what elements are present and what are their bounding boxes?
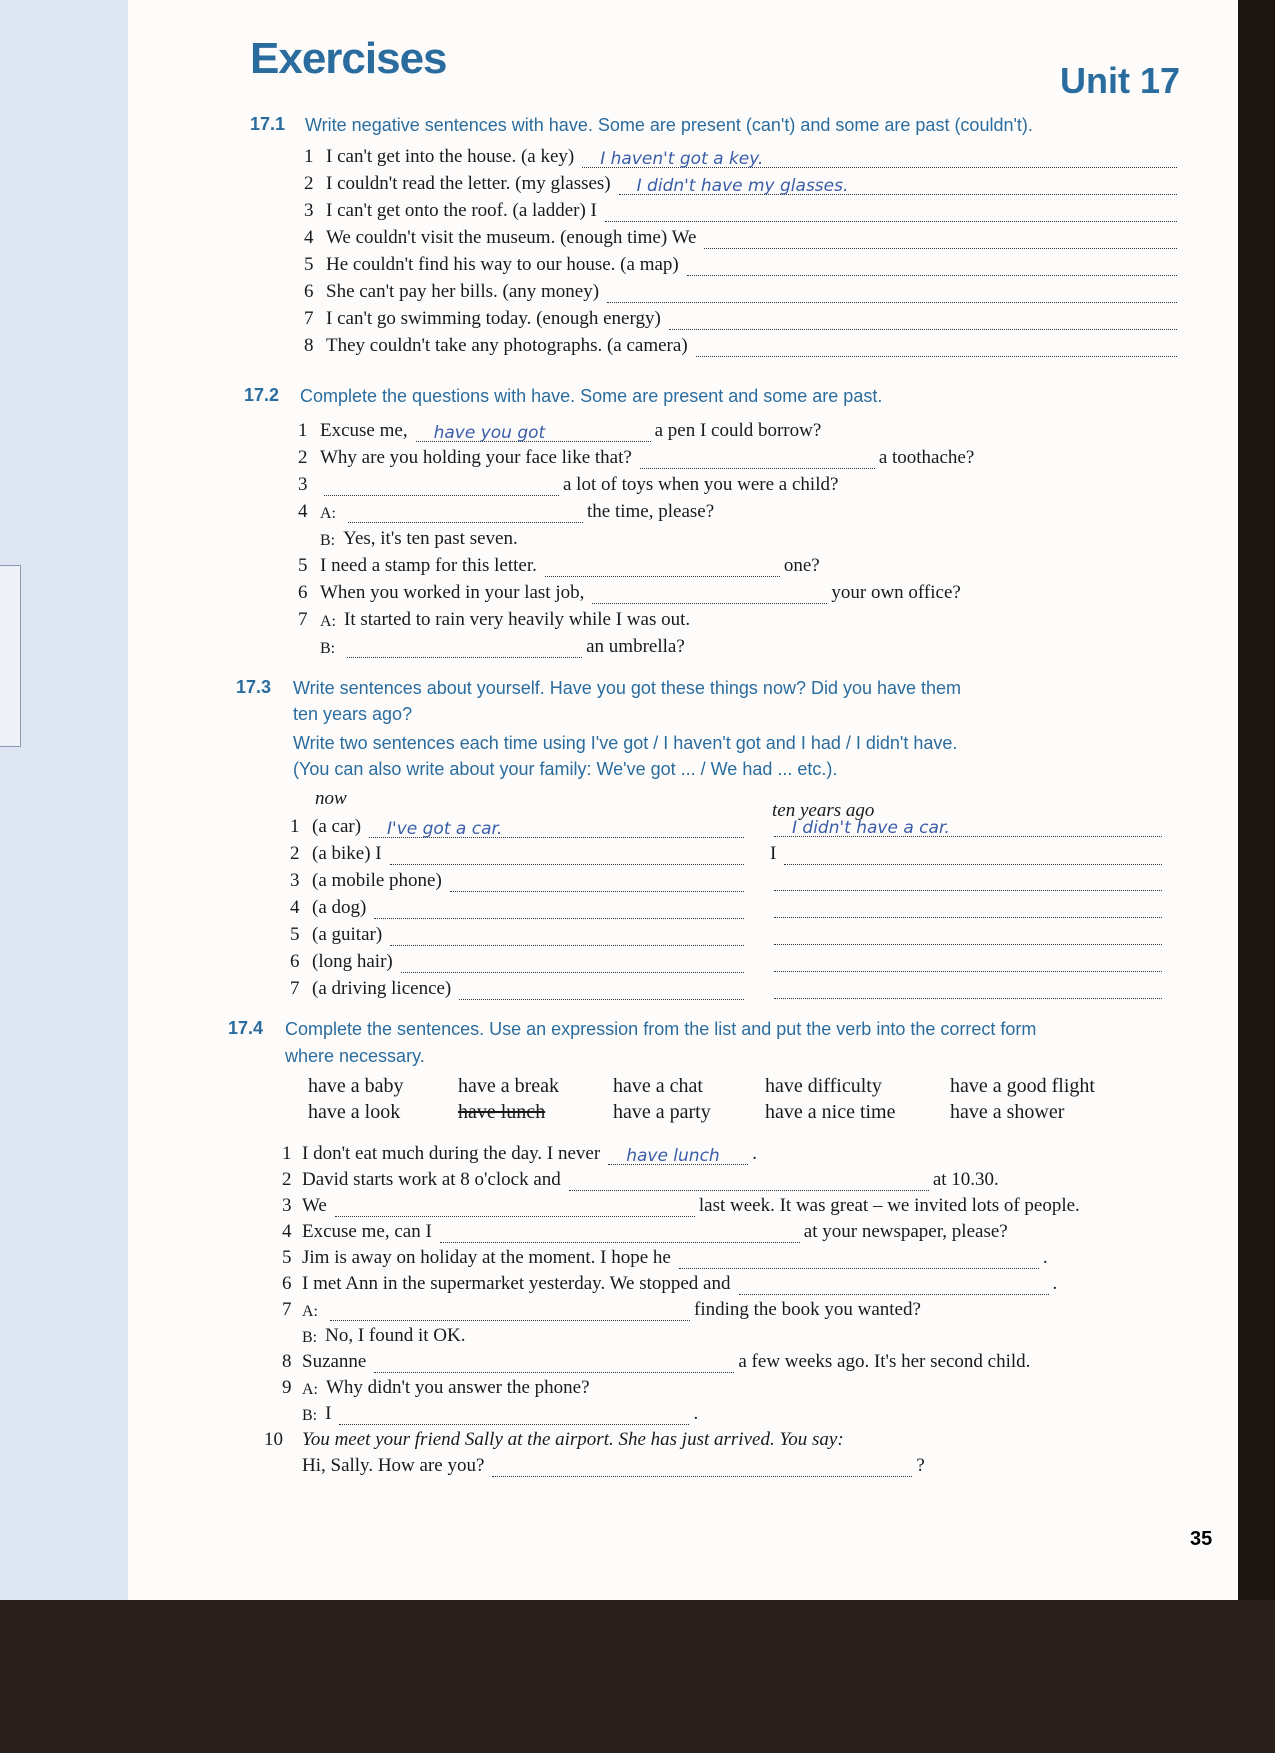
- answer-blank[interactable]: [347, 637, 582, 658]
- expression-item: have a chat: [613, 1075, 703, 1097]
- item-number: 5: [304, 254, 314, 275]
- item-text: (long hair): [312, 951, 393, 972]
- item-number: 3: [304, 200, 314, 221]
- speaker-label: A:: [302, 1381, 318, 1398]
- item-text: (a guitar): [312, 924, 383, 945]
- page-tab: [0, 565, 21, 747]
- answer-blank[interactable]: [774, 951, 1162, 972]
- speaker-label: B:: [320, 640, 336, 657]
- expression-item: have a good flight: [950, 1075, 1095, 1097]
- handwritten-answer: have lunch: [626, 1146, 720, 1166]
- answer-blank[interactable]: [450, 871, 744, 892]
- answer-blank[interactable]: [607, 282, 1177, 303]
- exercise-item: [326, 281, 1181, 303]
- answer-blank[interactable]: [774, 816, 1162, 837]
- exercise-item: [320, 555, 824, 577]
- page-number: 35: [1190, 1528, 1213, 1550]
- speaker-label: B:: [302, 1329, 318, 1346]
- exercise-item: [302, 1169, 1003, 1191]
- item-text: at your newspaper, please?: [803, 1221, 1008, 1242]
- exercise-instruction: Write two sentences each time using I've got / I haven't got and I had / I didn't have.: [293, 733, 958, 753]
- speaker-label: A:: [320, 505, 336, 522]
- item-text: Jim is away on holiday at the moment. I hope he: [302, 1247, 671, 1268]
- speaker-label: B:: [320, 532, 336, 549]
- item-number: 2: [298, 447, 308, 468]
- item-number: 9: [282, 1377, 292, 1398]
- item-number: 4: [304, 227, 314, 248]
- item-text: It started to rain very heavily while I was out.: [344, 609, 691, 630]
- answer-blank[interactable]: [374, 1352, 734, 1373]
- item-number: 2: [282, 1169, 292, 1190]
- item-number: 2: [304, 173, 314, 194]
- answer-blank[interactable]: [348, 502, 583, 523]
- answer-blank[interactable]: [679, 1248, 1039, 1269]
- item-number: 8: [282, 1351, 292, 1372]
- exercise-item-past: [770, 951, 1166, 972]
- item-text: I: [770, 843, 777, 864]
- answer-blank[interactable]: [390, 844, 744, 865]
- facing-page: [0, 0, 140, 1753]
- exercise-item: [302, 1325, 470, 1347]
- answer-blank[interactable]: [335, 1196, 695, 1217]
- item-text: (a driving licence): [312, 978, 452, 999]
- exercise-item-past: [770, 870, 1166, 891]
- handwritten-answer: I've got a car.: [387, 819, 503, 839]
- answer-blank[interactable]: [619, 174, 1177, 195]
- exercise-item: [302, 1351, 1034, 1373]
- speaker-label: A:: [320, 613, 336, 630]
- item-number: 5: [298, 555, 308, 576]
- item-text: When you worked in your last job,: [320, 582, 585, 603]
- item-text: I couldn't read the letter. (my glasses): [326, 173, 611, 194]
- answer-blank[interactable]: [605, 201, 1177, 222]
- exercise-item: [302, 1429, 848, 1451]
- item-text: I: [325, 1403, 332, 1424]
- exercise-item: [302, 1455, 929, 1477]
- table-surface: [0, 1600, 1275, 1753]
- item-text: (a mobile phone): [312, 870, 442, 891]
- item-text: a toothache?: [878, 447, 975, 468]
- answer-blank[interactable]: [696, 336, 1177, 357]
- item-text: (a bike) I: [312, 843, 382, 864]
- exercise-number: 17.1: [250, 114, 286, 134]
- item-number: 2: [290, 843, 300, 864]
- exercise-item: [302, 1377, 594, 1399]
- item-text: Why are you holding your face like that?: [320, 447, 632, 468]
- item-number: 3: [290, 870, 300, 891]
- item-text: a pen I could borrow?: [654, 420, 822, 441]
- answer-blank[interactable]: [582, 147, 1177, 168]
- item-text: the time, please?: [587, 501, 715, 522]
- page-title: Exercises: [250, 34, 447, 83]
- answer-blank[interactable]: [704, 228, 1177, 249]
- item-text: .: [693, 1403, 699, 1424]
- item-text: Hi, Sally. How are you?: [302, 1455, 485, 1476]
- item-text: I can't get onto the roof. (a ladder) I: [326, 200, 597, 221]
- answer-blank[interactable]: [687, 255, 1177, 276]
- item-text: I met Ann in the supermarket yesterday. We stopped and: [302, 1273, 731, 1294]
- answer-blank[interactable]: [784, 844, 1162, 865]
- item-text: We couldn't visit the museum. (enough time) We: [326, 227, 697, 248]
- item-number: 1: [298, 420, 308, 441]
- exercise-instruction: where necessary.: [285, 1046, 425, 1066]
- exercise-item: [312, 870, 748, 892]
- answer-blank[interactable]: [374, 898, 744, 919]
- exercise-instruction: Complete the questions with have. Some are present and some are past.: [300, 386, 883, 406]
- handwritten-answer: I didn't have a car.: [792, 818, 950, 838]
- item-number: 4: [282, 1221, 292, 1242]
- item-number: 6: [298, 582, 308, 603]
- exercise-item: [302, 1247, 1052, 1269]
- item-text: last week. It was great – we invited lots of people.: [698, 1195, 1080, 1216]
- item-text: I need a stamp for this letter.: [320, 555, 537, 576]
- answer-blank[interactable]: [416, 421, 651, 442]
- answer-blank[interactable]: [401, 952, 744, 973]
- answer-blank[interactable]: [774, 870, 1162, 891]
- item-number: 6: [304, 281, 314, 302]
- item-text: .: [752, 1143, 757, 1164]
- item-number: 6: [282, 1273, 292, 1294]
- expression-item: have a party: [613, 1101, 711, 1123]
- answer-blank[interactable]: [739, 1274, 1049, 1295]
- item-number: 4: [290, 897, 300, 918]
- exercise-item: [302, 1143, 761, 1165]
- exercise-item: [312, 843, 748, 865]
- item-text: Suzanne: [302, 1351, 367, 1372]
- item-text: an umbrella?: [586, 636, 685, 657]
- item-text: your own office?: [831, 582, 961, 603]
- exercise-item: [312, 951, 748, 973]
- exercise-item: [312, 924, 748, 946]
- answer-blank[interactable]: [592, 583, 827, 604]
- exercise-item: [320, 447, 978, 469]
- item-text: Yes, it's ten past seven.: [343, 528, 518, 549]
- exercise-item: [302, 1299, 925, 1321]
- item-text: He couldn't find his way to our house. (a map): [326, 254, 679, 275]
- exercise-item: [320, 636, 689, 658]
- item-text: No, I found it OK.: [325, 1325, 466, 1346]
- item-text: finding the book you wanted?: [694, 1299, 921, 1320]
- exercise-instruction: Complete the sentences. Use an expression from the list and put the verb into the correct form: [285, 1019, 1037, 1039]
- item-text: I don't eat much during the day. I never: [302, 1143, 601, 1164]
- item-number: 5: [282, 1247, 292, 1268]
- exercise-item: [302, 1195, 1084, 1217]
- column-header-now: now: [315, 788, 347, 809]
- expression-item: have a break: [458, 1075, 560, 1097]
- answer-blank[interactable]: [640, 448, 875, 469]
- answer-blank[interactable]: [339, 1404, 689, 1425]
- answer-blank[interactable]: [669, 309, 1177, 330]
- answer-blank[interactable]: [608, 1144, 748, 1165]
- item-text: Excuse me, can I: [302, 1221, 432, 1242]
- answer-blank[interactable]: [324, 475, 559, 496]
- item-text: You meet your friend Sally at the airport. She has just arrived. You say:: [302, 1429, 844, 1450]
- expression-item: have a nice time: [765, 1101, 896, 1123]
- handwritten-answer: I didn't have my glasses.: [636, 176, 849, 196]
- exercise-item-past: [770, 843, 1166, 865]
- exercise-number: 17.4: [228, 1018, 264, 1038]
- item-number: 1: [304, 146, 314, 167]
- item-text: We: [302, 1195, 327, 1216]
- exercise-item: [326, 200, 1181, 222]
- answer-blank[interactable]: [545, 556, 780, 577]
- item-number: 4: [298, 501, 308, 522]
- item-text: David starts work at 8 o'clock and: [302, 1169, 561, 1190]
- exercise-item: [320, 474, 842, 496]
- item-text: Excuse me,: [320, 420, 408, 441]
- exercise-item: [326, 254, 1181, 276]
- exercise-item: [302, 1273, 1061, 1295]
- exercise-instruction: ten years ago?: [293, 704, 413, 724]
- expression-item: have a baby: [308, 1075, 404, 1097]
- answer-blank[interactable]: [492, 1456, 912, 1477]
- unit-label: Unit 17: [1060, 60, 1181, 101]
- answer-blank[interactable]: [459, 979, 744, 1000]
- exercise-item: [320, 501, 718, 523]
- handwritten-answer: I haven't got a key.: [600, 149, 764, 169]
- handwritten-answer: have you got: [433, 423, 546, 443]
- column-header-past: ten years ago: [772, 800, 875, 821]
- answer-blank[interactable]: [774, 897, 1162, 918]
- item-number: 8: [304, 335, 314, 356]
- exercise-item: [326, 335, 1181, 357]
- item-number: 7: [290, 978, 300, 999]
- answer-blank[interactable]: [390, 925, 744, 946]
- speaker-label: B:: [302, 1407, 318, 1424]
- item-number: 7: [304, 308, 314, 329]
- answer-blank[interactable]: [330, 1300, 690, 1321]
- item-number: 5: [290, 924, 300, 945]
- expression-item: have lunch: [458, 1101, 546, 1123]
- answer-blank[interactable]: [774, 978, 1162, 999]
- item-number: 3: [282, 1195, 292, 1216]
- item-number: 10: [264, 1429, 283, 1450]
- item-number: 3: [298, 474, 308, 495]
- exercise-item-past: [770, 816, 1166, 837]
- exercise-item: [302, 1221, 1012, 1243]
- item-number: 1: [290, 816, 300, 837]
- answer-blank[interactable]: [569, 1170, 929, 1191]
- item-text: one?: [783, 555, 820, 576]
- item-text: a lot of toys when you were a child?: [563, 474, 839, 495]
- exercise-item-past: [770, 924, 1166, 945]
- item-text: .: [1052, 1273, 1058, 1294]
- exercise-item: [312, 897, 748, 919]
- item-text: I can't go swimming today. (enough energy): [326, 308, 661, 329]
- exercise-item: [326, 227, 1181, 249]
- item-text: .: [1042, 1247, 1048, 1268]
- item-text: at 10.30.: [932, 1169, 999, 1190]
- exercise-number: 17.2: [244, 385, 280, 405]
- item-number: 7: [298, 609, 308, 630]
- item-text: (a car): [312, 816, 362, 837]
- exercise-item: [326, 173, 1181, 195]
- exercise-item: [326, 146, 1181, 168]
- item-number: 7: [282, 1299, 292, 1320]
- exercise-instruction: Write negative sentences with have. Some are present (can't) and some are past (couldn't).: [305, 115, 1033, 135]
- answer-blank[interactable]: [440, 1222, 800, 1243]
- exercise-item: [312, 978, 748, 1000]
- item-text: (a dog): [312, 897, 367, 918]
- exercise-instruction: (You can also write about your family: We've got ... / We had ... etc.).: [293, 759, 838, 779]
- exercise-item-past: [770, 978, 1166, 999]
- exercise-instruction: Write sentences about yourself. Have you got these things now? Did you have them: [293, 678, 962, 698]
- item-text: a few weeks ago. It's her second child.: [738, 1351, 1031, 1372]
- speaker-label: A:: [302, 1303, 318, 1320]
- exercise-item: [320, 609, 694, 631]
- item-text: I can't get into the house. (a key): [326, 146, 575, 167]
- item-text: They couldn't take any photographs. (a camera): [326, 335, 688, 356]
- item-number: 1: [282, 1143, 292, 1164]
- exercise-item: [320, 528, 522, 550]
- item-text: She can't pay her bills. (any money): [326, 281, 600, 302]
- item-text: Why didn't you answer the phone?: [326, 1377, 590, 1398]
- expression-item: have a shower: [950, 1101, 1065, 1123]
- item-number: 6: [290, 951, 300, 972]
- answer-blank[interactable]: [774, 924, 1162, 945]
- exercise-item-past: [770, 897, 1166, 918]
- expression-item: have difficulty: [765, 1075, 882, 1097]
- exercise-item: [326, 308, 1181, 330]
- expression-item: have a look: [308, 1101, 401, 1123]
- exercise-item: [320, 582, 965, 604]
- item-text: ?: [916, 1455, 925, 1476]
- exercise-item: [320, 420, 825, 442]
- answer-blank[interactable]: [369, 817, 744, 838]
- exercise-item: [302, 1403, 702, 1425]
- exercise-item: [312, 816, 748, 838]
- exercise-number: 17.3: [236, 677, 272, 697]
